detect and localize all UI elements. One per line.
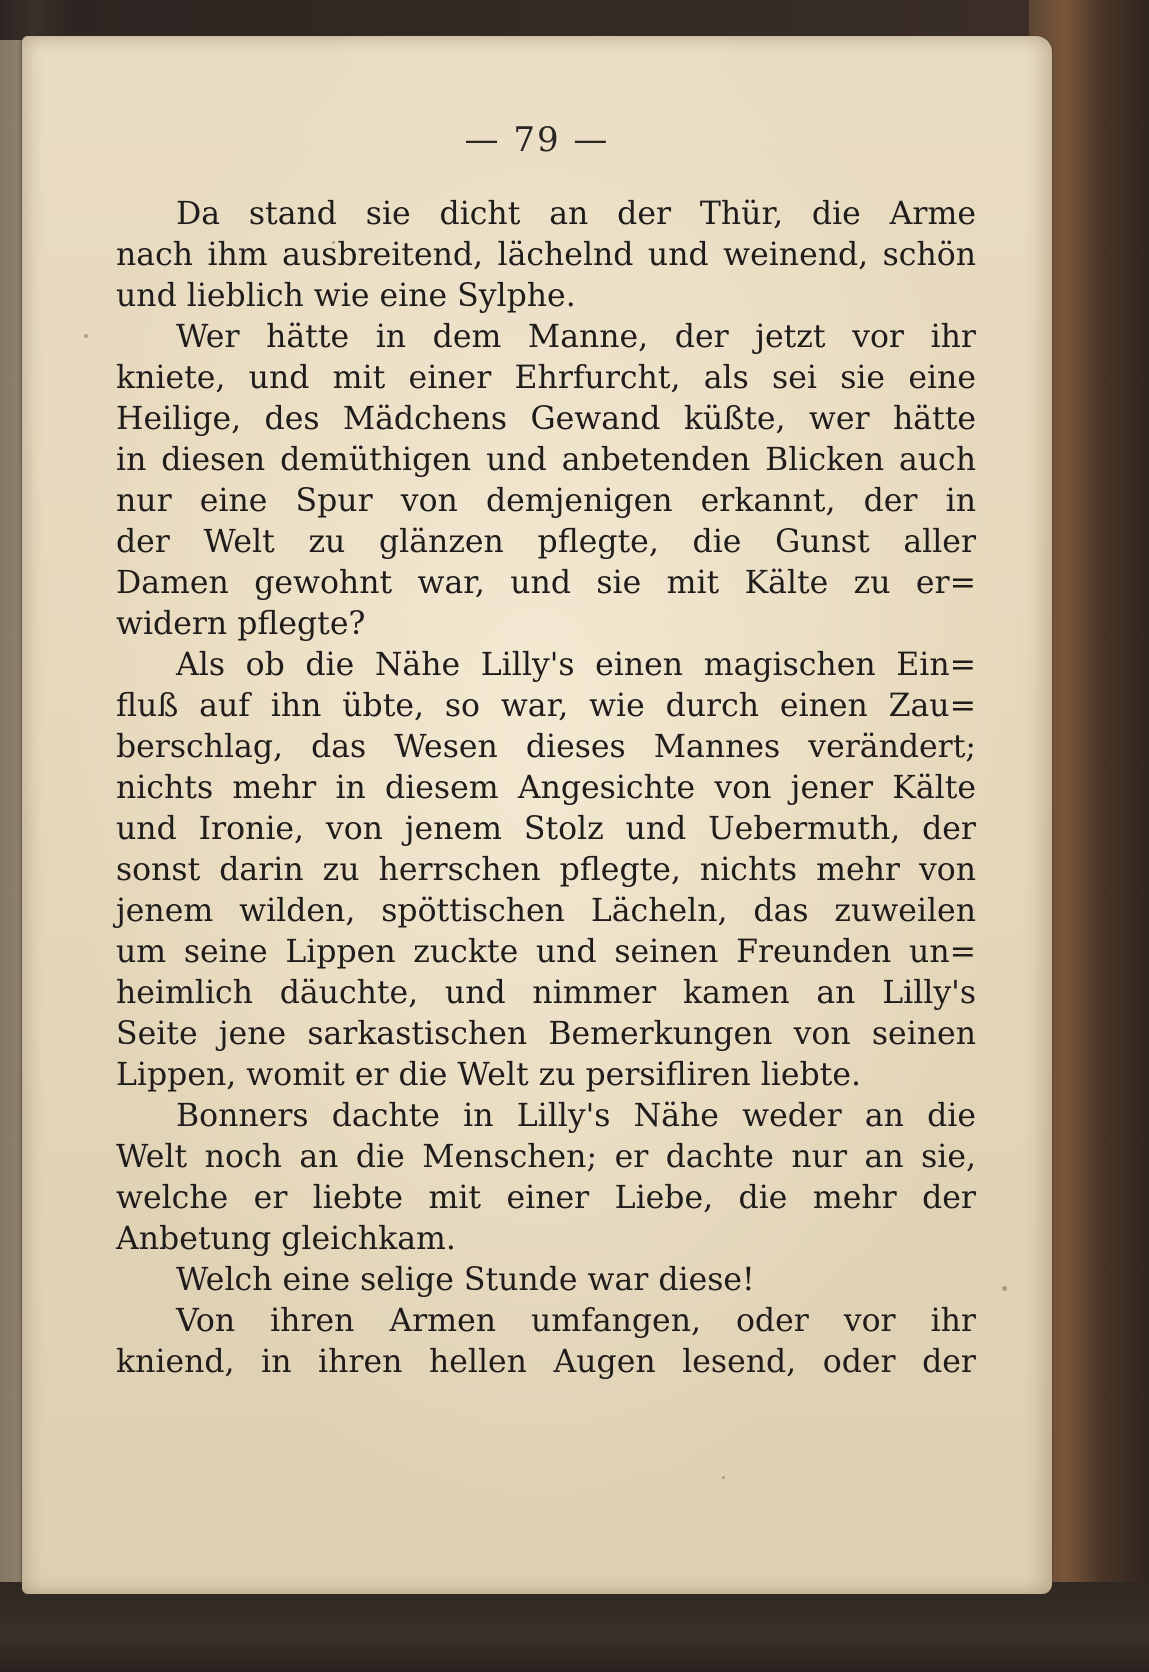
text-line: Heilige, des Mädchens Gewand küßte, wer hätte xyxy=(116,401,976,437)
text-line: Welch eine selige Stunde war diese! xyxy=(176,1262,755,1298)
text-line: kniend, in ihren hellen Augen lesend, oder der xyxy=(116,1344,976,1380)
text-line: welche er liebte mit einer Liebe, die mehr der xyxy=(116,1180,976,1216)
text-line: der Welt zu glänzen pflegte, die Gunst aller xyxy=(116,524,976,560)
text-line: und Ironie, von jenem Stolz und Uebermuth, der xyxy=(116,811,976,847)
text-line: berschlag, das Wesen dieses Mannes verändert; xyxy=(116,729,976,765)
paper-speck xyxy=(84,334,88,338)
book-cover-bottom xyxy=(0,1582,1149,1672)
text-line: Wer hätte in dem Manne, der jetzt vor ihr xyxy=(176,319,976,355)
text-line: Damen gewohnt war, und sie mit Kälte zu er= xyxy=(116,565,976,601)
paper-speck xyxy=(332,241,335,244)
text-line: Seite jene sarkastischen Bemerkungen von seinen xyxy=(116,1016,976,1052)
text-line: fluß auf ihn übte, so war, wie durch einen Zau= xyxy=(116,688,976,724)
book-page xyxy=(22,36,1052,1594)
text-line: Als ob die Nähe Lilly's einen magischen Ein= xyxy=(176,647,976,683)
text-line: widern pflegte? xyxy=(116,606,366,642)
text-line: Da stand sie dicht an der Thür, die Arme xyxy=(176,196,976,232)
text-line: Von ihren Armen umfangen, oder vor ihr xyxy=(176,1303,976,1339)
text-line: nach ihm ausbreitend, lächelnd und weinend, schön xyxy=(116,237,976,273)
text-line: sonst darin zu herrschen pflegte, nichts mehr von xyxy=(116,852,976,888)
page-text xyxy=(116,194,976,1383)
text-line: um seine Lippen zuckte und seinen Freunden un= xyxy=(116,934,976,970)
text-line: Bonners dachte in Lilly's Nähe weder an die xyxy=(176,1098,976,1134)
text-line: heimlich däuchte, und nimmer kamen an Lilly's xyxy=(116,975,976,1011)
page-number: — 79 — xyxy=(464,120,610,160)
text-line: in diesen demüthigen und anbetenden Blicken auch xyxy=(116,442,976,478)
text-line: kniete, und mit einer Ehrfurcht, als sei sie eine xyxy=(116,360,976,396)
text-line: nichts mehr in diesem Angesichte von jener Kälte xyxy=(116,770,976,806)
text-line: Lippen, womit er die Welt zu persifliren liebte. xyxy=(116,1057,861,1093)
text-line: nur eine Spur von demjenigen erkannt, der in xyxy=(116,483,976,519)
text-line: Welt noch an die Menschen; er dachte nur an sie, xyxy=(116,1139,976,1175)
text-line: und lieblich wie eine Sylphe. xyxy=(116,278,576,314)
text-line: jenem wilden, spöttischen Lächeln, das zuweilen xyxy=(116,893,976,929)
text-line: Anbetung gleichkam. xyxy=(116,1221,456,1257)
paper-speck xyxy=(722,1476,725,1479)
paper-speck xyxy=(1002,1286,1007,1291)
